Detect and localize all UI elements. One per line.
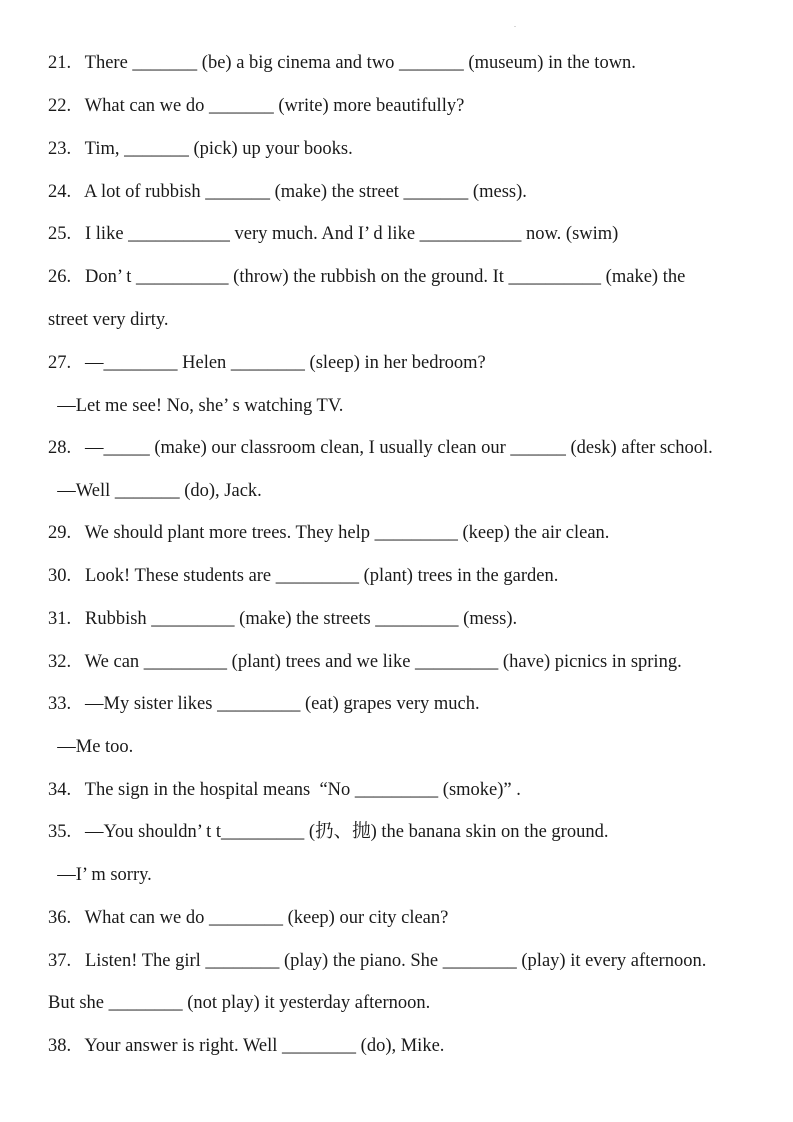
question-24: 24. A lot of rubbish _______ (make) the street _______ (mess). — [48, 182, 527, 202]
question-32: 32. We can _________ (plant) trees and we like _________ (have) picnics in spring. — [48, 652, 682, 672]
question-37: 37. Listen! The girl ________ (play) the piano. She ________ (play) it every afternoon. — [48, 951, 707, 971]
question-34: 34. The sign in the hospital means “No _________ (smoke)” . — [48, 780, 521, 800]
question-27: 27. —________ Helen ________ (sleep) in her bedroom? — [48, 353, 486, 373]
question-30: 30. Look! These students are _________ (plant) trees in the garden. — [48, 566, 559, 586]
question-28: 28. —_____ (make) our classroom clean, I usually clean our ______ (desk) after school. — [48, 438, 713, 458]
question-26: 26. Don’ t __________ (throw) the rubbish on the ground. It __________ (make) the — [48, 267, 686, 287]
question-37-cont: But she ________ (not play) it yesterday afternoon. — [48, 993, 431, 1013]
scan-mark: . — [514, 20, 516, 29]
question-28-reply: —Well _______ (do), Jack. — [48, 481, 262, 501]
question-38: 38. Your answer is right. Well ________ (do), Mike. — [48, 1036, 445, 1056]
question-36: 36. What can we do ________ (keep) our city clean? — [48, 908, 449, 928]
question-31: 31. Rubbish _________ (make) the streets _________ (mess). — [48, 609, 518, 629]
question-29: 29. We should plant more trees. They help _________ (keep) the air clean. — [48, 523, 610, 543]
question-33-reply: —Me too. — [48, 737, 134, 757]
question-35-reply: —I’ m sorry. — [48, 865, 152, 885]
question-35: 35. —You shouldn’ t t_________ (扔、抛) the banana skin on the ground. — [48, 822, 609, 842]
question-21: 21. There _______ (be) a big cinema and two _______ (museum) in the town. — [48, 53, 636, 73]
question-25: 25. I like ___________ very much. And I’ d like ___________ now. (swim) — [48, 224, 619, 244]
question-26-cont: street very dirty. — [48, 310, 169, 330]
question-27-reply: —Let me see! No, she’ s watching TV. — [48, 396, 344, 416]
question-23: 23. Tim, _______ (pick) up your books. — [48, 139, 353, 159]
question-22: 22. What can we do _______ (write) more beautifully? — [48, 96, 465, 116]
question-33: 33. —My sister likes _________ (eat) grapes very much. — [48, 694, 480, 714]
